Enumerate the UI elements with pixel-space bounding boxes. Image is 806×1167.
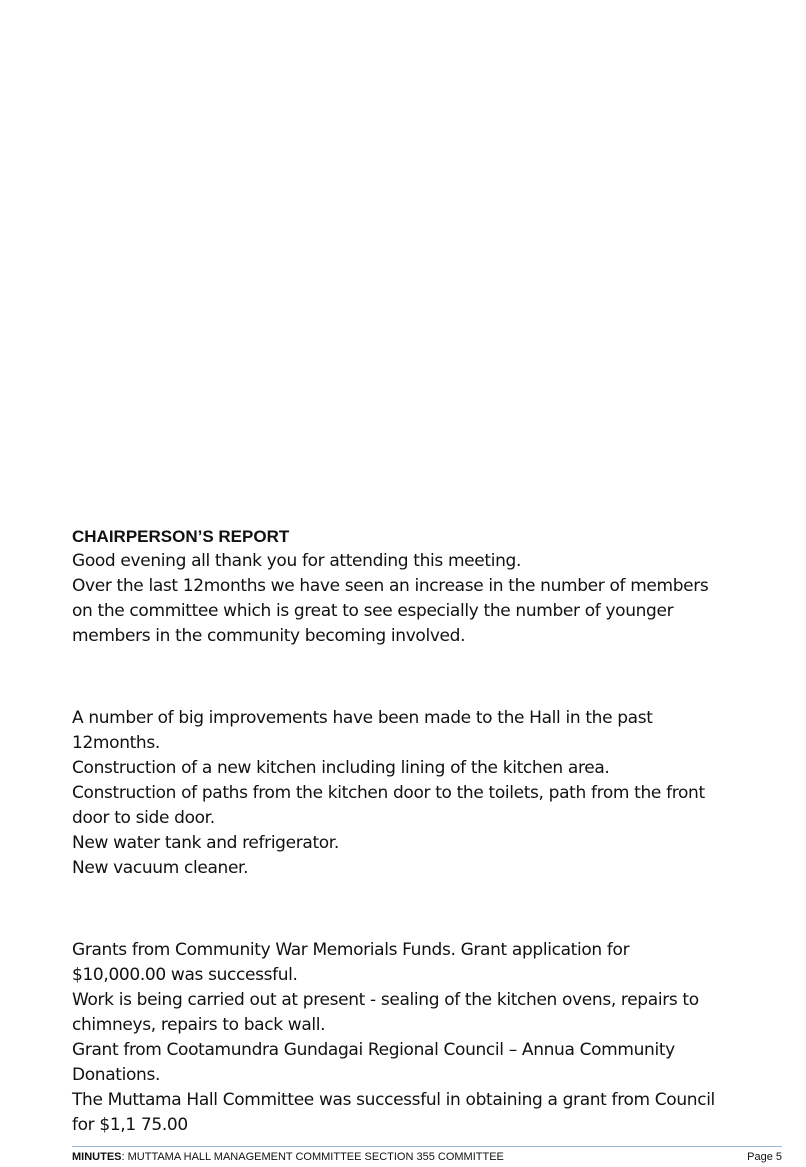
report-body	[72, 549, 752, 1138]
report-line: Construction of paths from the kitchen door to the toilets, path from the front	[72, 783, 705, 803]
report-line: New water tank and refrigerator.	[72, 833, 339, 853]
report-line: Construction of a new kitchen including lining of the kitchen area.	[72, 758, 610, 778]
report-line: Work is being carried out at present - sealing of the kitchen ovens, repairs to	[72, 990, 699, 1010]
report-line: A number of big improvements have been made to the Hall in the past	[72, 708, 653, 728]
report-heading: CHAIRPERSON’S REPORT	[72, 527, 290, 546]
footer-text: : MUTTAMA HALL MANAGEMENT COMMITTEE SECTION 355 COMMITTEE	[121, 1151, 504, 1163]
report-line: Donations.	[72, 1065, 161, 1085]
report-line: Grants from Community War Memorials Funds. Grant application for	[72, 940, 630, 960]
footer-divider	[72, 1146, 782, 1147]
report-line: door to side door.	[72, 808, 215, 828]
paragraph-gap	[72, 897, 752, 922]
paragraph-gap	[72, 665, 752, 690]
report-line: 12months.	[72, 733, 160, 753]
footer-document-title	[72, 1150, 504, 1164]
report-line: Good evening all thank you for attending this meeting.	[72, 551, 522, 571]
report-line: Over the last 12months we have seen an increase in the number of members	[72, 576, 709, 596]
report-line: members in the community becoming involved.	[72, 626, 466, 646]
page-number: Page 5	[747, 1151, 782, 1163]
footer-label: MINUTES	[72, 1151, 122, 1163]
report-line: The Muttama Hall Committee was successful in obtaining a grant from Council	[72, 1090, 715, 1110]
report-line: on the committee which is great to see especially the number of younger	[72, 601, 674, 621]
report-line: for $1,1 75.00	[72, 1115, 188, 1135]
chairperson-report	[72, 524, 752, 1138]
report-line: chimneys, repairs to back wall.	[72, 1015, 326, 1035]
report-line: Grant from Cootamundra Gundagai Regional Council – Annua Community	[72, 1040, 675, 1060]
report-line: New vacuum cleaner.	[72, 858, 249, 878]
report-line: $10,000.00 was successful.	[72, 965, 298, 985]
